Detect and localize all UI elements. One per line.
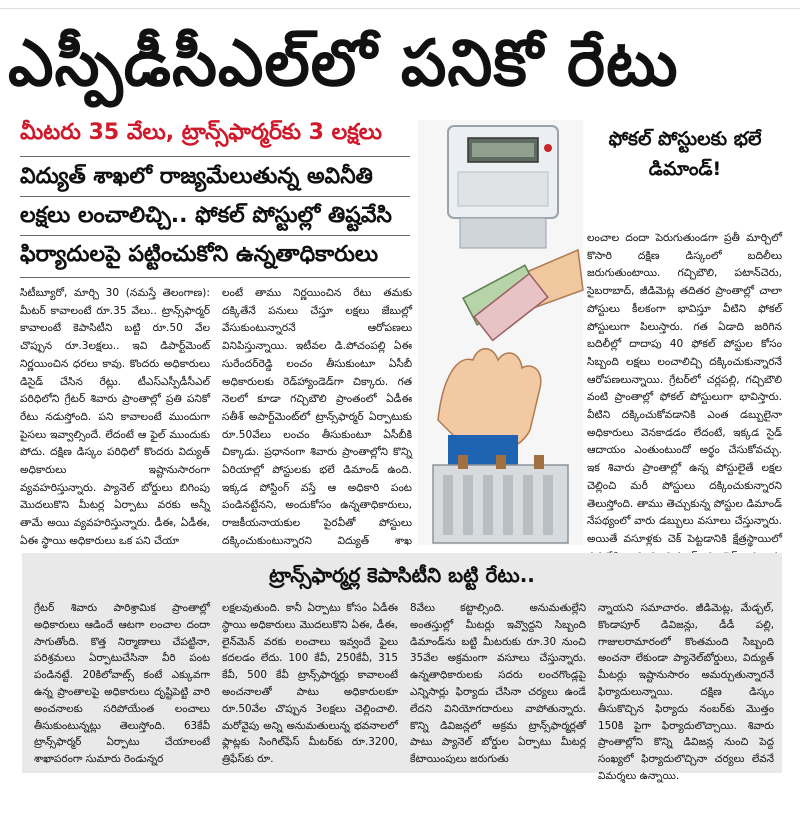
bribe-illustration-photo: [418, 120, 583, 545]
boxed-story-column-2: లక్షలవుతుంది. కానీ ఏర్పాటు కోసం ఏడీఈ స్థాయి అధికారులు మొదలుకొని ఏఈ, డీఈ, లైన్‌మెన్ వరకు లంచాలు ఇవ్వందే ఫైలు కదలడం లేదు. 100 కేవీ, 250కేవీ, 315 కేవీ, 500 కేవీ ట్రాన్స్‌ఫార్మర్లు కావాలంటే అంచనాలతో పాటు అధికారులకూ రూ.50వేల చొప్పున 3లక్షలు చెల్లించాలి. మరోవైపు అన్ని అనుమతులున్న భవనాలలో ఫ్లాట్లకు సింగిల్‌ఫేస్ మీటర్‌కు రూ.3200, త్రిఫేస్‌కు రూ.: [222, 602, 398, 766]
boxed-story-column-3: 8వేలు కట్టాల్సింది. అనుమతుల్లేని అంతస్తుల్లో మీటర్లు ఇవ్వొద్దని సిబ్బంది డిమాండ్‌ను బట్టి మీటరుకు రూ.30 నుంచి 35వేల అక్రమంగా వసూలు చేస్తున్నారు. ఉన్నతాధికారులకు సదరు లంచగొండ్లపై ఎన్నిసార్లు ఫిర్యాదు చేసినా చర్యలు ఉండే లేదని వినియోగదారులు వాపోతున్నారు. కొన్ని డివిజన్లలో అక్రమ ట్రాన్స్‌ఫార్మర్లతో పాటు ప్యానెల్ బోర్డుల ఏర్పాటు మీటర్ల కేటాయింపులు జరుగుతు: [410, 602, 586, 766]
boxed-story-column-1: గ్రేటర్ శివారు పారిశ్రామిక ప్రాంతాల్లో అధికారులు ఆడిందే ఆటగా లంచాల దందా సాగుతోంది. కొత్త నిర్మాణాలు చేపట్టినా, పరిశ్రమలు ఏర్పాటుచేసినా వీరి పంట పండినట్టే. 20కిలోవాట్స్ కంటే ఎక్కువగా ఉన్న ప్రాంతాలపై అధికారులు దృష్టిపెట్టి వారి అంచనాలకు సరిపోయేంత లంచాలు తీసుకుంటున్నట్లు తెలుస్తోంది. 63కేవీ ట్రాన్స్‌ఫార్మర్ ఏర్పాటు చేయాలంటే శాఖాపరంగా సుమారు రెండున్నర: [34, 602, 210, 766]
open-hand-icon: [438, 349, 541, 465]
electric-meter-icon: [448, 126, 558, 248]
top-edge: [0, 0, 800, 9]
boxed-story-column-4: న్నాయని సమాచారం. జీడిమెట్ల, మేడ్చల్, కొండాపూర్ డివిజన్లు, డీడీ పల్లి, గాజులరామారంలో కొంతమంది సిబ్బంది అంచనా లేకుండా ప్యానెల్‌బోర్డులు, విద్యుత్ మీటర్లు ఇష్టానుసారం అమర్చుతున్నారనే ఫిర్యాదులున్నాయి. దక్షిణ డిస్కం తీసుకొచ్చిన ఫిర్యాదు నంబర్‌కు మొత్తం 150కి పైగా ఫిర్యాదులొచ్చాయి. శివారు ప్రాంతాల్లోని కొన్ని డివిజన్ల నుంచి పెద్ద సంఖ్యలో ఫిర్యాదులొచ్చినా చర్యలు లేవనే విమర్శలు ఉన్నాయి.: [598, 602, 774, 782]
deck-line-2: లక్షలు లంచాలిచ్చి.. ఫోకల్ పోస్టుల్లో తిష్టవేసి: [20, 203, 392, 228]
article-column-2: లంటే తాము నిర్ణయించిన రేటు తమకు దక్కితేనే పనులు చేస్తూ లక్షలు జేబుల్లో వేసుకుంటున్నారనే ఆరోపణలు వినిపిస్తున్నాయి. ఇటీవల డి.పోచంపల్లి ఏఈ సురేందర్‌రెడ్డి లంచం తీసుకుంటూ ఏసీబీ అధికారులకు రెడ్‌హ్యాండెడ్‌గా చిక్కారు. గత నెలలో కూడా గచ్చిబౌలి ప్రాంతంలో ఏడీఈ సతీశ్ అపార్ట్‌మెంట్‌లో ట్రాన్స్‌ఫార్మర్ ఏర్పాటుకు రూ.50వేలు లంచం తీసుకుంటూ ఏసీబీకి చిక్కాడు. ప్రధానంగా శివారు ప్రాంతాల్లోని కొన్ని ఏరియాల్లో పోస్టులకు భలే డిమాండ్ ఉంది. ఇక్కడ పోస్టింగ్ వస్తే ఆ అధికారి పంట పండినట్టేనని, అందుకోసం ఉన్నతాధికారులు, రాజకీయనాయకుల పైరవీతో పోస్టులు దక్కించుకుంటున్నారని విద్యుత్ శాఖ: [222, 287, 412, 547]
divider: [20, 156, 410, 157]
deck-line-1: విద్యుత్ శాఖలో రాజ్యమేలుతున్న అవినీతి: [20, 164, 373, 189]
headline: ఎస్పీడీసీఎల్‌లో పనికో రేటు: [8, 27, 679, 101]
transformer-icon: [433, 455, 568, 543]
sidebar-heading: ఫోకల్ పోస్టులకు భలే డిమాండ్!: [608, 128, 762, 180]
subheadline: మీటరు 35 వేలు, ట్రాన్స్‌ఫార్మర్‌కు 3 లక్షలు: [20, 120, 382, 145]
sidebar-column: లంచాల దందా పెరుగుతుండగా ప్రతీ మార్చిలో కొసారి దక్షిణ డిస్కంలో బదిలీలు జరుగుతుంటాయి. గచ్చిబౌలి, పటాన్‌చెరు, సైబరాబాద్, జీడిమెట్ల తదితర ప్రాంతాల్లో చాలా పోస్టులు కీలకంగా భావిస్తూ వీటిని ఫోకల్ పోస్టులుగా పిలుస్తారు. గత ఏడాది జరిగిన బదిలీల్లో దాదాపు 40 ఫోకల్ పోస్టుల కోసం సిబ్బంది లక్షలు లంచాలిచ్చి దక్కించుకున్నారనే ఆరోపణలున్నాయి. గ్రేటర్‌లో చర్లపల్లి, గచ్చిబౌలి వంటి ప్రాంతాల్లో ఫోకల్ పోస్టులుగా భావిస్తారు. వీటిని దక్కించుకోవడానికి ఎంత డబ్బులైనా అధికారులు వెనకాడడం లేదంటే, ఇక్కడ సైడ్ ఆదాయం ఎంతుంటుందో అర్థం చేసుకోవచ్చు. ఇక శివారు ప్రాంతాల్లో ఉన్న పోస్టులైతే లక్షల చెల్లించి మరీ పోస్టులు దక్కించుకున్నారని తెలుస్తోంది. తాము తెచ్చుకున్న పోస్టుల డిమాండ్ నేపథ్యంలో వారు డబ్బులు వసూలు చేస్తున్నారు. అయితే వసూళ్లకు చెక్ పెట్టడానికి క్షేత్రస్థాయిలో: [587, 232, 782, 545]
hand-with-money-icon: [463, 250, 583, 340]
divider: [20, 235, 410, 236]
article-column-1: సిటీబ్యూరో, మార్చి 30 (నమస్తే తెలంగాణ): మీటర్ కావాలంటే రూ.35 వేలు.. ట్రాన్స్‌ఫార్మర్ కావాలంటే కెపాసిటీని బట్టి రూ.50 వేల చొప్పున రూ.3లక్షలు.. ఇవి డిపార్ట్‌మెంట్ నిర్ణయించిన ధరలు కావు. కొందరు అధికారులు డిసైడ్ చేసిన రేట్లు. టీఎస్ఎస్పీడీసీఎల్ పరిధిలోని గ్రేటర్ శివారు ప్రాంతాల్లో ప్రతి పనికో రేటు నడుస్తోంది. పని కావాలంటే ముందుగా పైసలు ఇవ్వాల్సిందే. లేదంటే ఆ ఫైల్ ముందుకు పోదు. దక్షిణ డిస్కం పరిధిలో కొందరు విద్యుత్ అధికారులు ఇష్టానుసారంగా వ్యవహరిస్తున్నారు. ప్యానెల్ బోర్డులు బిగింపు మొదలుకొని మీటర్ల ఏర్పాటు వరకు అన్నీ తామే అయి వ్యవహరిస్తున్నారు. డీఈ, ఏడీఈ, ఏఈ స్థాయి అధికారులు ఒక పని చేయా: [20, 287, 210, 547]
boxed-story: [22, 553, 782, 782]
boxed-story-title: ట్రాన్స్‌ఫార్మర్ల కెపాసిటీని బట్టి రేటు..: [269, 563, 535, 587]
deck-line-3: ఫిర్యాదులపై పట్టించుకోని ఉన్నతాధికారులు: [20, 242, 379, 267]
divider: [20, 277, 410, 278]
divider: [20, 196, 410, 197]
